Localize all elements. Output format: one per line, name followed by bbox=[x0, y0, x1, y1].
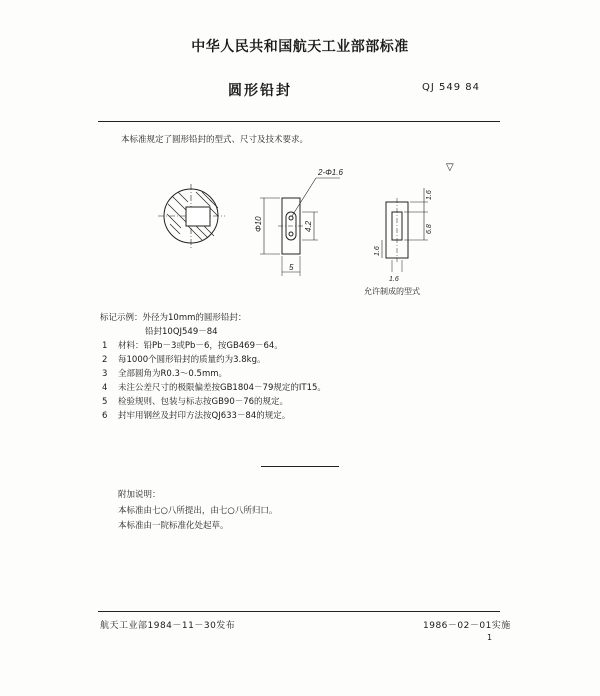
list-item: 2 每1000个圆形铅封的质量约为3.8kg。 bbox=[102, 355, 266, 365]
additional-notes-heading: 附加说明： bbox=[118, 490, 161, 500]
standard-title: 圆形铅封 bbox=[228, 83, 292, 99]
roughness-symbol: ▽ bbox=[446, 162, 454, 173]
section-view bbox=[158, 184, 225, 248]
footer-rule bbox=[98, 611, 500, 612]
standard-code: QJ 549 84 bbox=[422, 82, 480, 93]
list-item: 6 封牢用钢丝及封印方法按QJ633－84的规定。 bbox=[102, 411, 291, 421]
list-item: 3 全部圆角为R0.3～0.5mm。 bbox=[102, 369, 228, 379]
dim-5-label: 5 bbox=[289, 263, 294, 272]
variant-caption: 允许制成的型式 bbox=[364, 287, 420, 296]
dim-6-8-label: 6.8 bbox=[426, 224, 433, 234]
dim-1-6-left-label: 1.6 bbox=[374, 246, 381, 256]
technical-drawing bbox=[150, 160, 480, 300]
alternative-view bbox=[382, 188, 428, 272]
dim-4-2-label: 4.2 bbox=[304, 220, 313, 232]
dim-1-6-top-label: 1.6 bbox=[426, 190, 433, 200]
effective-date: 1986－02－01实施 bbox=[423, 621, 511, 631]
list-item: 4 未注公差尺寸的极限偏差按GB1804－79规定的IT15。 bbox=[102, 383, 326, 393]
scope-statement: 本标准规定了圆形铅封的型式、尺寸及技术要求。 bbox=[121, 135, 309, 145]
header-rule bbox=[98, 121, 500, 122]
page-number: 1 bbox=[487, 633, 493, 642]
list-item: 5 检验规则、包装与标志按GB90－76的规定。 bbox=[102, 397, 289, 407]
additional-note-line: 本标准由一院标准化处起草。 bbox=[118, 521, 229, 531]
additional-note-line: 本标准由七○八所提出，由七○八所归口。 bbox=[118, 506, 278, 516]
side-view bbox=[260, 178, 340, 276]
diameter-label: Φ10 bbox=[254, 216, 263, 232]
marking-example-label: 标记示例：外径为10mm的圆形铅封： bbox=[100, 313, 247, 323]
issuing-organization: 中华人民共和国航天工业部部标准 bbox=[191, 39, 409, 55]
hole-label: 2-Φ1.6 bbox=[318, 168, 343, 177]
section-divider bbox=[261, 466, 339, 467]
list-item: 1 材料：铅Pb－3或Pb－6，按GB469－64。 bbox=[102, 341, 283, 351]
marking-example-value: 铅封10QJ549－84 bbox=[145, 327, 218, 337]
issue-date: 航天工业部1984－11－30发布 bbox=[100, 621, 236, 631]
dim-1-6-bottom-label: 1.6 bbox=[389, 276, 399, 283]
